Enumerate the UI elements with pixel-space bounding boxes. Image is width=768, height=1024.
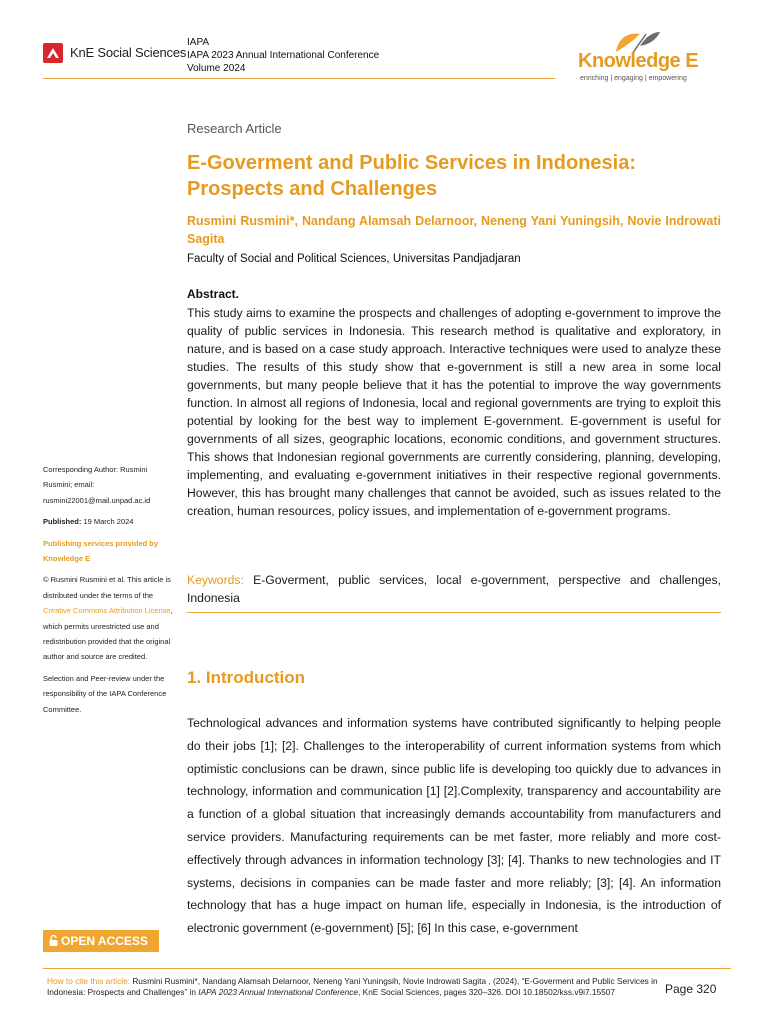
conference-line: IAPA (187, 37, 210, 48)
license-notice (43, 572, 173, 664)
keywords-label: Keywords: (187, 573, 244, 587)
publisher-name: KnE Social Sciences (70, 45, 187, 60)
license-text: Rusmini Rusmini et al. This article is distributed under the terms of the (43, 575, 171, 600)
keywords (187, 571, 721, 607)
publishing-services: Publishing services provided by Knowledge E (43, 538, 159, 564)
keywords-text: E-Goverment, public services, local e-government, perspective and challenges, Indonesia (187, 573, 721, 605)
conference-line: IAPA 2023 Annual International Conference (187, 50, 380, 61)
abstract-heading: Abstract. (187, 287, 240, 301)
conference-line: Volume 2024 (187, 63, 246, 74)
peer-review-note: Selection and Peer-review under the responsibility of the IAPA Conference Committee. (43, 673, 167, 714)
page-header (0, 0, 768, 90)
brand-tagline: enriching | engaging | empowering (580, 75, 687, 82)
lock-icon (49, 935, 58, 946)
kne-logo-icon (43, 43, 63, 63)
conference-info (187, 36, 379, 75)
cite-text: Rusmini Rusmini*, Nandang Alamsah Delarnoor, Neneng Yani Yuningsih, Novie Indrowati Sagita , (2024), “E-Goverment and Public Services in Indonesia: Prospects and Challenges” in (47, 976, 658, 997)
article-type: Research Article (187, 121, 282, 136)
corresponding-author: Corresponding Author: Rusmini Rusmini; email: rusmini22001@mail.unpad.ac.id (43, 465, 151, 505)
knowledge-e-logo (578, 26, 708, 86)
license-text-post: , which permits unrestricted use and redistribution provided that the original author and source are credited. (43, 606, 173, 662)
affiliation: Faculty of Social and Political Sciences, Universitas Pandjadjaran (187, 253, 521, 265)
copyright-icon: © (43, 575, 49, 585)
article-title: E-Goverment and Public Services in Indonesia: Prospects and Challenges (187, 152, 637, 200)
page-number: Page 320 (665, 982, 717, 996)
section-heading: 1. Introduction (187, 668, 306, 687)
cite-text-doi: , KnE Social Sciences, pages 320–326. DOI 10.18502/kss.v9i7.15507 (358, 986, 615, 997)
keywords-divider (187, 612, 721, 613)
published-label: Published: (43, 517, 82, 527)
brand-name: Knowledge E (578, 50, 699, 72)
open-access-badge (43, 930, 159, 952)
introduction-text: Technological advances and information systems have contributed significantly to helping people do their jobs [1]; [2]. Challenges to the interoperability of current information systems from which optimistic conclusions can be drawn, since public life is developing too quickly due to advances in technology, information and communication [1] [2].Complexity, transparency and accountability are a function of a global situation that increasingly demands accountability from manufacturers and service providers. Manufacturing requirements can be met faster, more reliably and more cost-effectively through advances in information technology [3]; [4]. Thanks to new technologies and IT systems, decisions in companies can be made faster and more reliably; [3]; [4]. An information technology that has a huge impact on human life, especially in Indonesia, is the introduction of electronic government (e-government) [5]; [6] In this case, e-government (187, 716, 721, 936)
published-info (43, 514, 173, 529)
license-link[interactable]: Creative Commons Attribution License (43, 606, 171, 616)
cite-venue: IAPA 2023 Annual International Conference (198, 986, 359, 997)
open-access-label: OPEN ACCESS (61, 934, 148, 948)
abstract-text: This study aims to examine the prospects and challenges of adopting e-government to improve the quality of public services in Indonesia. This research method is qualitative and exploratory, in nature, and is based on a case study approach. Interactive techniques were used to analyze these studies. The results of this study show that e-government is still a new area in some local governments, but many people believe that it has the potential to improve the way governments function. In almost all regions of Indonesia, local and regional governments are trying to exploit this potential by looking for the best way to implement E-government. E-government is useful for governments of all sizes, geographic locations, economic conditions, and government structures. This shows that Indonesian regional governments are currently considering, planning, developing, implementing, and evaluating e-government initiatives in their respective regional governments. However, this has brought many challenges that cannot be avoided, such as issues related to the creation, human resources, policy issues, and implementation of e-government programs. (187, 306, 721, 518)
cite-label: How to cite this article: (47, 976, 130, 986)
published-date: 19 March 2024 (83, 517, 134, 527)
header-divider (43, 78, 555, 79)
footer-divider (43, 968, 731, 969)
author-list: Rusmini Rusmini*, Nandang Alamsah Delarnoor, Neneng Yani Yuningsih, Novie Indrowati Sagita (187, 214, 721, 246)
citation-footer (47, 976, 667, 997)
article-sidebar (43, 462, 173, 723)
